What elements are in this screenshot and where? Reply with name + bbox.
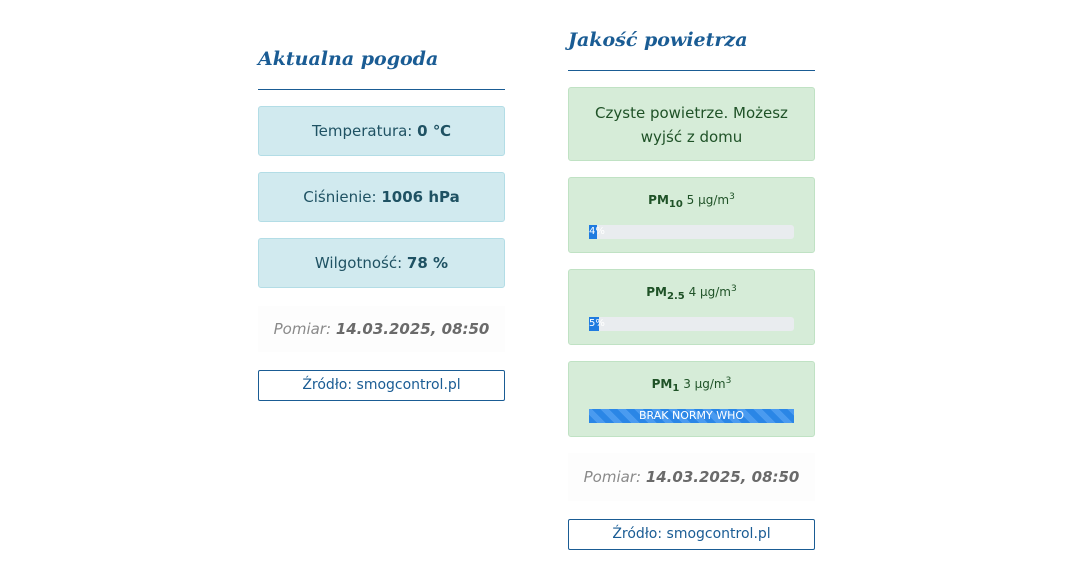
pm10-progress-bar bbox=[589, 225, 794, 239]
weather-title: Aktualna pogoda bbox=[258, 48, 439, 70]
pm25-subscript: 2.5 bbox=[667, 291, 685, 302]
pm10-name: PM bbox=[648, 193, 669, 207]
pm25-unit-exponent: 3 bbox=[731, 284, 737, 294]
pm10-subscript: 10 bbox=[668, 199, 683, 210]
air-measurement-timestamp: 14.03.2025, 08:50 bbox=[645, 468, 800, 486]
air-status-line1: Czyste powietrze. Możesz bbox=[595, 104, 788, 122]
humidity-label: Wilgotność: bbox=[314, 254, 403, 272]
air-source-button[interactable]: Źródło: smogcontrol.pl bbox=[568, 519, 815, 550]
pm25-card bbox=[568, 269, 815, 345]
pressure-card bbox=[258, 172, 505, 222]
pm1-label bbox=[569, 376, 814, 394]
pm1-unit-exponent: 3 bbox=[725, 376, 732, 386]
measurement-label: Pomiar: bbox=[273, 320, 332, 338]
pm10-unit-exponent: 3 bbox=[729, 192, 735, 202]
weather-divider bbox=[258, 89, 505, 90]
air-measurement-label: Pomiar: bbox=[583, 468, 642, 486]
weather-source-button[interactable]: Źródło: smogcontrol.pl bbox=[258, 370, 505, 401]
pm1-no-who-norm-bar: BRAK NORMY WHO bbox=[589, 409, 794, 423]
temperature-value: 0 ℃ bbox=[417, 122, 451, 140]
pm25-label bbox=[569, 284, 814, 302]
temperature-label: Temperatura: bbox=[312, 122, 413, 140]
pm10-card bbox=[568, 177, 815, 253]
pm25-value: 4 µg/m bbox=[688, 285, 731, 299]
pressure-label: Ciśnienie: bbox=[303, 188, 377, 206]
pm1-card bbox=[568, 361, 815, 437]
air-measurement bbox=[568, 453, 815, 501]
air-quality-title: Jakość powietrza bbox=[568, 29, 748, 51]
pm10-label bbox=[569, 192, 814, 210]
humidity-value: 78 % bbox=[406, 254, 449, 272]
weather-measurement bbox=[258, 306, 505, 352]
temperature-card bbox=[258, 106, 505, 156]
pm25-name: PM bbox=[646, 285, 668, 299]
pm1-name: PM bbox=[651, 377, 673, 391]
pressure-value: 1006 hPa bbox=[381, 188, 460, 206]
air-status-card bbox=[568, 87, 815, 161]
pm10-value: 5 µg/m bbox=[686, 193, 730, 207]
pm25-progress-fill: 5% bbox=[589, 318, 605, 329]
pm25-progress-bar bbox=[589, 317, 794, 331]
pm1-subscript: 1 bbox=[672, 383, 680, 394]
air-quality-divider bbox=[568, 70, 815, 71]
air-status-line2: wyjść z domu bbox=[640, 128, 743, 146]
humidity-card bbox=[258, 238, 505, 288]
pm1-progress-bar bbox=[589, 409, 794, 423]
pm1-value: 3 µg/m bbox=[683, 377, 726, 391]
pm10-progress-fill: 4% bbox=[589, 226, 605, 237]
measurement-timestamp: 14.03.2025, 08:50 bbox=[335, 320, 490, 338]
